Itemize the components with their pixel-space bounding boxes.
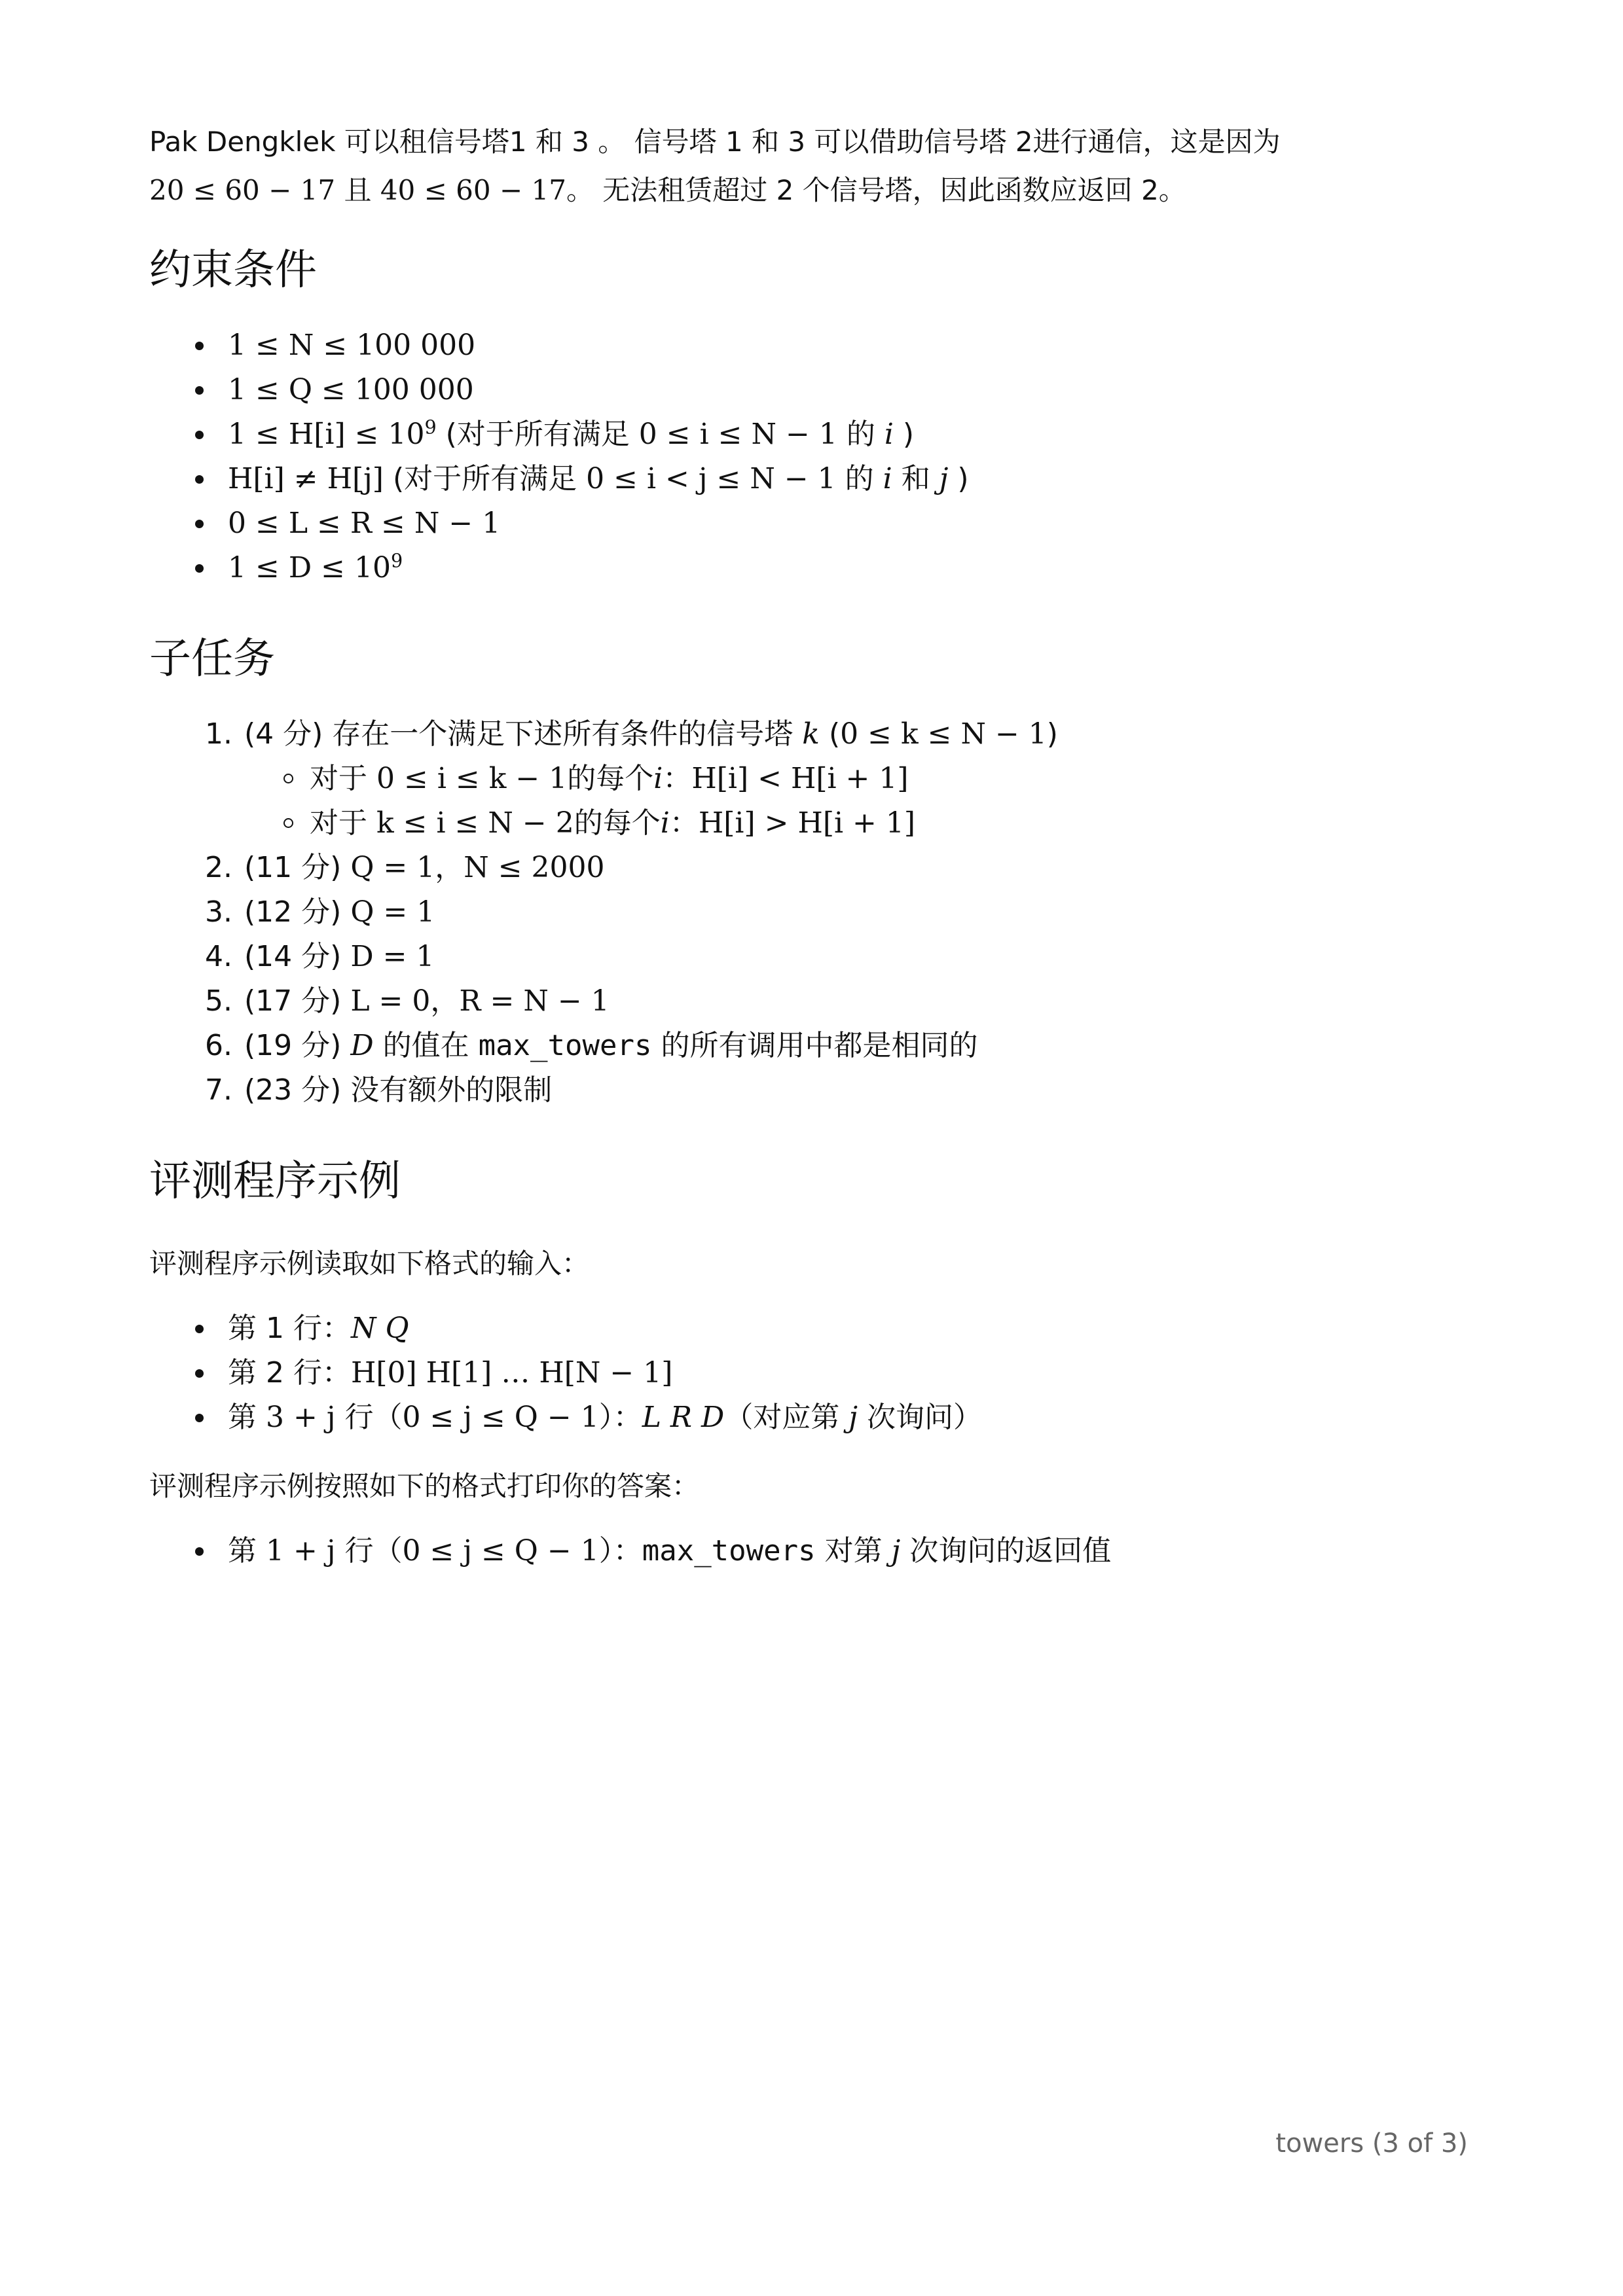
subtasks-list-cont <box>149 846 1478 1113</box>
constraint-item: H[i] ≠ H[j] (对于所有满足 0 ≤ i < j ≤ N − 1 的 i 和 j ) <box>149 457 1478 501</box>
intro-math-1: 20 ≤ 60 − 17 <box>149 174 336 206</box>
constraint-item: 0 ≤ L ≤ R ≤ N − 1 <box>149 501 1478 546</box>
constraint-item: 1 ≤ Q ≤ 100 000 <box>149 368 1478 412</box>
grader-output-list <box>149 1529 1478 1573</box>
document-page <box>149 118 1478 1573</box>
page-footer: towers (3 of 3) <box>1275 2128 1468 2159</box>
input-line: 第 1 行：N Q <box>149 1306 1478 1351</box>
intro-and: 且 <box>335 174 380 206</box>
subtask-item: 4. (14 分) D = 1 <box>205 940 435 973</box>
intro-line1: Pak Dengklek 可以租信号塔1 和 3 。 信号塔 1 和 3 可以借助信号塔 2进行通信，这是因为 <box>149 126 1281 158</box>
output-line: 第 1 + j 行（0 ≤ j ≤ Q − 1）：max_towers 对第 j 次询问的返回值 <box>149 1529 1478 1573</box>
constraints-heading: 约束条件 <box>149 246 317 295</box>
input-line: 第 2 行：H[0] H[1] … H[N − 1] <box>149 1351 1478 1395</box>
subtask1-conditions <box>149 757 1478 846</box>
subtask-item: 6. (19 分) D 的值在 max_towers 的所有调用中都是相同的 <box>205 1029 978 1062</box>
grader-output-intro: 评测程序示例按照如下的格式打印你的答案： <box>149 1470 700 1502</box>
intro-paragraph <box>149 118 1478 215</box>
subtask-item: 2. (11 分) Q = 1，N ≤ 2000 <box>205 851 605 884</box>
grader-input-intro: 评测程序示例读取如下格式的输入： <box>149 1247 590 1280</box>
constraints-list <box>149 323 1478 590</box>
constraint-item: $1 \le D \le 10^9$ <box>149 546 1478 590</box>
condition-item: 对于 k ≤ i ≤ N − 2的每个i：H[i] > H[i + 1] <box>149 801 1478 846</box>
input-line: 第 3 + j 行（0 ≤ j ≤ Q − 1）：L R D（对应第 j 次询问） <box>149 1395 1478 1440</box>
grader-heading: 评测程序示例 <box>149 1157 401 1206</box>
intro-line2-rest: 。 无法租赁超过 2 个信号塔，因此函数应返回 2。 <box>566 174 1186 206</box>
subtask-item: 7. (23 分) 没有额外的限制 <box>205 1073 553 1107</box>
subtasks-list <box>149 712 1478 757</box>
constraint-item: $1 \le H[i] \le 10^9$ (对于所有满足 0 ≤ i ≤ N − 1 的 i ) <box>149 412 1478 457</box>
condition-item: 对于 0 ≤ i ≤ k − 1的每个i：H[i] < H[i + 1] <box>149 757 1478 801</box>
subtask-item: 1. (4 分) 存在一个满足下述所有条件的信号塔 k (0 ≤ k ≤ N − 1) <box>205 717 1058 751</box>
subtask-item: 5. (17 分) L = 0，R = N − 1 <box>205 984 610 1018</box>
subtasks-heading: 子任务 <box>149 635 275 683</box>
intro-math-2: 40 ≤ 60 − 17 <box>380 174 566 206</box>
constraint-item: 1 ≤ N ≤ 100 000 <box>149 323 1478 368</box>
subtask-item: 3. (12 分) Q = 1 <box>205 895 435 929</box>
grader-input-list <box>149 1306 1478 1440</box>
